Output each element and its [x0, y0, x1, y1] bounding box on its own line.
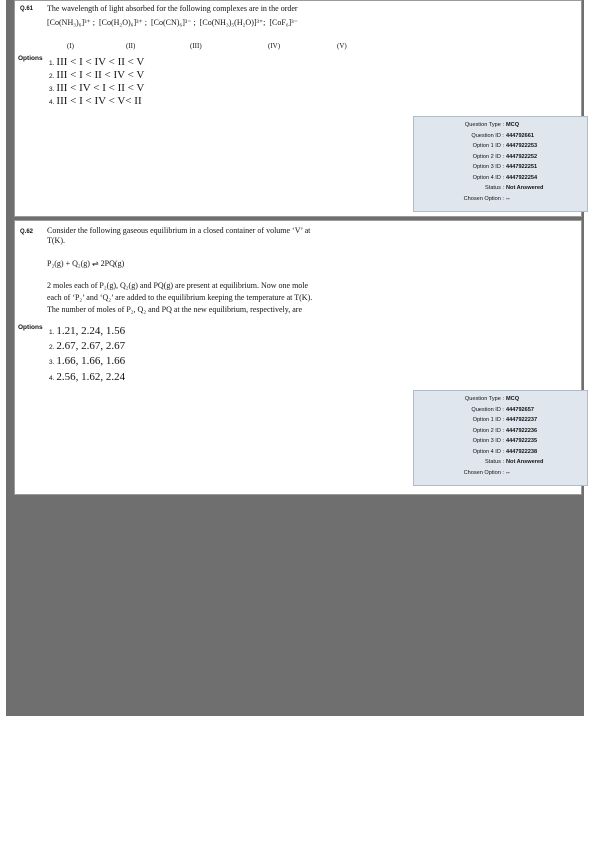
- response-sheet: [6, 0, 584, 716]
- question-61-block: [14, 0, 582, 217]
- option-3-id-value: 4447922251: [506, 164, 538, 170]
- question-number: Q.61: [20, 6, 34, 12]
- equilibrium-equation: P₂(g) + Q₂(g) ⇌ 2PQ(g): [47, 259, 125, 268]
- paragraph-line: The number of moles of P₂, Q₂ and PQ at the new equilibrium, respectively, are: [47, 305, 302, 314]
- complex-1: [Co(NH₃)₆]³⁺: [47, 18, 91, 27]
- options-label: Options: [18, 55, 43, 62]
- option-text: III < I < IV < V< II: [56, 95, 142, 107]
- question-text-line: Consider the following gaseous equilibrium in a closed container of volume ‘V’ at: [47, 226, 311, 235]
- question-info-panel: [413, 116, 588, 212]
- roman-label: (IV): [268, 42, 281, 50]
- question-id-value: 444792657: [506, 406, 534, 413]
- chosen-option-label: Chosen Option :: [463, 469, 504, 476]
- status-label: Status :: [485, 459, 504, 465]
- chosen-option-label: Chosen Option :: [463, 195, 504, 202]
- complex-4: [Co(NH₃)₅(H₂O)]³⁺: [199, 18, 264, 27]
- chosen-option-value: --: [506, 469, 510, 476]
- option-text: III < IV < I < II < V: [56, 82, 145, 94]
- question-type-label: Question Type :: [464, 396, 504, 402]
- option-number: 4.: [49, 375, 55, 382]
- option-4-id-label: Option 4 ID :: [472, 448, 504, 455]
- option-3-id-value: 4447922235: [506, 438, 538, 444]
- option-1-id-label: Option 1 ID :: [472, 417, 504, 423]
- option-text: 1.66, 1.66, 1.66: [56, 355, 126, 367]
- option-1-id-value: 4447922237: [506, 417, 538, 423]
- separator: ;: [263, 18, 266, 27]
- option-4-id-label: Option 4 ID :: [472, 174, 504, 181]
- status-value: Not Answered: [506, 459, 544, 465]
- option-2-id-label: Option 2 ID :: [472, 427, 504, 434]
- roman-label: (II): [126, 42, 136, 50]
- question-62-block: [14, 220, 582, 495]
- complex-3: [Co(CN)₆]³⁻: [150, 18, 192, 27]
- option-number: 2.: [49, 73, 55, 80]
- separator: ;: [92, 18, 95, 27]
- status-value: Not Answered: [506, 185, 544, 191]
- option-2-id-label: Option 2 ID :: [472, 153, 504, 160]
- separator: ;: [193, 18, 196, 27]
- option-4-id-value: 4447922254: [506, 174, 538, 181]
- complex-2: [Co(H₂O)₆]³⁺: [98, 18, 143, 27]
- complex-list: [47, 18, 298, 28]
- question-id-label: Question ID :: [471, 406, 504, 413]
- paragraph-line: 2 moles each of P₂(g), Q₂(g) and PQ(g) are present at equilibrium. Now one mole: [47, 281, 309, 290]
- question-number: Q.62: [20, 229, 34, 235]
- options-label: Options: [18, 324, 43, 331]
- separator: ;: [144, 18, 147, 27]
- option-text: 2.67, 2.67, 2.67: [56, 340, 126, 352]
- option-2-id-value: 4447922252: [506, 153, 538, 160]
- question-type-label: Question Type :: [464, 122, 504, 128]
- paragraph-line: each of ‘P₂’ and ‘Q₂’ are added to the equilibrium keeping the temperature at T(K).: [47, 293, 313, 302]
- option-1-id-label: Option 1 ID :: [472, 143, 504, 149]
- option-4[interactable]: [49, 91, 142, 109]
- option-3-id-label: Option 3 ID :: [472, 164, 504, 170]
- question-id-value: 444792661: [506, 132, 534, 139]
- option-number: 2.: [49, 344, 55, 351]
- option-3-id-label: Option 3 ID :: [472, 438, 504, 444]
- status-label: Status :: [485, 185, 504, 191]
- question-type-value: MCQ: [506, 122, 520, 128]
- option-text: III < I < IV < II < V: [56, 56, 145, 68]
- option-number: 1.: [49, 329, 55, 336]
- complex-5: [CoF₆]³⁻: [269, 18, 298, 27]
- option-number: 1.: [49, 60, 55, 67]
- option-2-id-value: 4447922236: [506, 427, 538, 434]
- question-type-value: MCQ: [506, 396, 520, 402]
- option-1-id-value: 4447922253: [506, 143, 538, 149]
- roman-label: (I): [67, 42, 74, 50]
- option-number: 3.: [49, 86, 55, 93]
- question-text-line: T(K).: [47, 236, 65, 245]
- chosen-option-value: --: [506, 195, 510, 202]
- option-4[interactable]: [49, 367, 125, 385]
- option-number: 4.: [49, 99, 55, 106]
- option-text: 1.21, 2.24, 1.56: [56, 325, 126, 337]
- option-number: 3.: [49, 359, 55, 366]
- roman-label: (V): [337, 42, 347, 50]
- option-text: III < I < II < IV < V: [56, 69, 145, 81]
- option-4-id-value: 4447922238: [506, 448, 538, 455]
- question-id-label: Question ID :: [471, 132, 504, 139]
- question-info-panel: [413, 390, 588, 486]
- option-text: 2.56, 1.62, 2.24: [56, 371, 126, 383]
- roman-label: (III): [190, 42, 202, 50]
- question-text: The wavelength of light absorbed for the following complexes are in the order: [47, 4, 298, 13]
